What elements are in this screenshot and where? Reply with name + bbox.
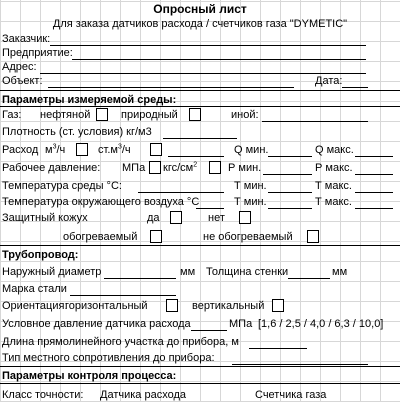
casing-not-heated-label: не обогреваемый: [203, 231, 293, 243]
tmax-field[interactable]: [355, 192, 393, 193]
pressure-label: Рабочее давление:: [2, 162, 101, 174]
date-label: Дата:: [315, 75, 343, 87]
wall-thickness-field[interactable]: [288, 278, 330, 279]
divider: [0, 366, 400, 367]
accuracy-class-label: Класс точности:: [2, 389, 84, 401]
pressure-mpa-checkbox[interactable]: [149, 161, 161, 174]
gas-other-label: иной:: [231, 109, 259, 121]
resistance-type-field[interactable]: [232, 364, 368, 365]
tmin2-label: Т мин.: [234, 196, 267, 208]
orientation-vertical-checkbox[interactable]: [272, 299, 284, 312]
wall-thickness-unit: мм: [332, 266, 348, 278]
outer-diameter-field[interactable]: [104, 278, 176, 279]
customer-field[interactable]: [50, 45, 366, 46]
gas-oil-label: нефтяной: [40, 109, 91, 121]
straight-length-field[interactable]: [249, 348, 307, 349]
steel-grade-field[interactable]: [70, 295, 176, 296]
wall-thickness-label: Толщина стенки: [206, 266, 289, 278]
qmin-label: Q мин.: [234, 144, 269, 156]
tmax2-field[interactable]: [355, 208, 393, 209]
orientation-horizontal-label: горизонтальный: [65, 300, 148, 312]
outer-diameter-label: Наружный диаметр: [2, 266, 102, 278]
pressure-kgf-label: кгс/$см^2$: [163, 161, 198, 174]
orientation-vertical-label: вертикальный: [192, 300, 265, 312]
object-label: Объект:: [2, 75, 43, 87]
address-label: Адрес:: [2, 61, 37, 73]
flow-unit-m3h: $м^3/ч$: [45, 143, 66, 156]
straight-length-label: Длина прямолинейного участка до прибора, м: [2, 336, 239, 348]
customer-label: Заказчик:: [2, 33, 51, 45]
temp-medium-label: Температура среды °С:: [2, 180, 122, 192]
process-heading: Параметры контроля процесса:: [2, 370, 177, 382]
steel-grade-label: Марка стали: [2, 283, 67, 295]
flow-sensor-label: Датчика расхода: [100, 389, 186, 401]
pmax-field[interactable]: [355, 174, 393, 175]
casing-heated-checkbox[interactable]: [150, 230, 162, 243]
divider: [0, 383, 400, 384]
nominal-pressure-label: Условное давление датчика расхода: [2, 318, 191, 330]
density-label: Плотность (ст. условия) кг/м3: [2, 126, 152, 138]
temp-ambient-label: Температура окружающего воздуха °С: [2, 196, 200, 208]
object-field[interactable]: [48, 87, 294, 88]
tmin-label: Т мин.: [234, 180, 267, 192]
nominal-pressure-field[interactable]: [191, 330, 227, 331]
temp-medium-field[interactable]: [138, 192, 224, 193]
page-title: Опросный лист: [153, 2, 247, 16]
gas-natural-label: природный: [121, 109, 178, 121]
tmax-label: Т макс.: [315, 180, 352, 192]
gas-meter-label: Счетчика газа: [255, 389, 327, 401]
resistance-type-label: Тип местного сопротивления до прибора:: [2, 352, 215, 364]
outer-diameter-unit: мм: [180, 266, 196, 278]
nominal-pressure-options: [1,6 / 2,5 / 4,0 / 6,3 / 10,0]: [258, 318, 384, 330]
casing-yes-checkbox[interactable]: [170, 211, 182, 224]
tmax2-label: Т макс.: [315, 196, 352, 208]
flow-unit-stm3h: $ст.м^3/ч$: [98, 143, 131, 156]
pmin-label: Р мин.: [228, 162, 262, 174]
density-field[interactable]: [163, 138, 237, 139]
pressure-mpa-label: МПа: [122, 162, 146, 174]
flow-stm3h-checkbox[interactable]: [150, 143, 162, 156]
page-subtitle: Для заказа датчиков расхода / счетчиков газа "DYMETIC": [52, 18, 348, 30]
qmax-label: Q макс.: [315, 144, 354, 156]
casing-label: Защитный кожух: [2, 212, 88, 224]
divider: [0, 106, 400, 107]
tmin-field[interactable]: [268, 192, 312, 193]
pressure-kgf-checkbox[interactable]: [209, 161, 221, 174]
enterprise-field[interactable]: [72, 59, 366, 60]
flow-field[interactable]: [168, 156, 224, 157]
flow-m3h-checkbox[interactable]: [76, 143, 88, 156]
gas-other-field[interactable]: [262, 121, 368, 122]
pmax-label: Р макс.: [315, 162, 353, 174]
divider: [0, 245, 400, 246]
orientation-label: Ориентация:: [2, 300, 68, 312]
qmin-field[interactable]: [268, 156, 312, 157]
temp-ambient-field[interactable]: [196, 208, 224, 209]
casing-not-heated-checkbox[interactable]: [307, 230, 319, 243]
casing-yes-label: да: [147, 212, 160, 224]
orientation-horizontal-checkbox[interactable]: [166, 299, 178, 312]
qmax-field[interactable]: [355, 156, 393, 157]
gas-oil-checkbox[interactable]: [96, 108, 108, 121]
casing-no-checkbox[interactable]: [239, 211, 251, 224]
pmin-field[interactable]: [263, 174, 312, 175]
gas-label: Газ:: [2, 109, 22, 121]
date-field[interactable]: [342, 87, 368, 88]
enterprise-label: Предприятие:: [2, 47, 73, 59]
pipeline-heading: Трубопровод:: [2, 249, 79, 261]
divider: [0, 90, 400, 91]
medium-heading: Параметры измеряемой среды:: [2, 94, 177, 106]
address-field[interactable]: [40, 73, 366, 74]
flow-label: Расход: [2, 144, 39, 156]
casing-no-label: нет: [208, 212, 225, 224]
nominal-pressure-unit: МПа: [229, 318, 253, 330]
gas-natural-checkbox[interactable]: [189, 108, 201, 121]
casing-heated-label: обогреваемый: [63, 231, 138, 243]
tmin2-field[interactable]: [268, 208, 312, 209]
